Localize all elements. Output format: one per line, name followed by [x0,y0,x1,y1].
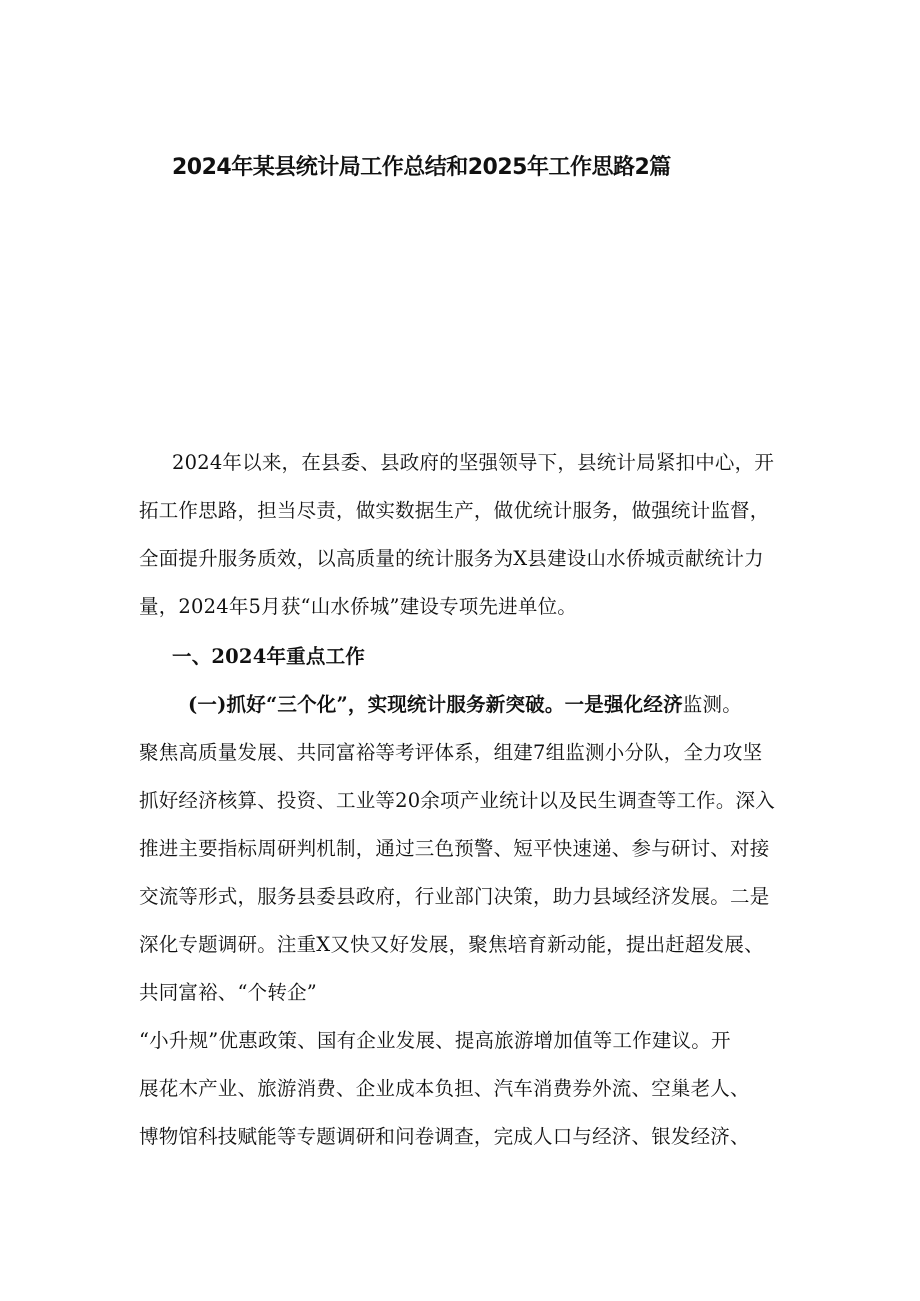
paragraph-line: 全面提升服务质效，以高质量的统计服务为X县建设山水侨城贡献统计力 [139,547,764,570]
paragraph-line: 深化专题调研。注重X又快又好发展，聚焦培育新动能，提出赶超发展、 [139,933,764,956]
paragraph-line: “小升规”优惠政策、国有企业发展、提高旅游增加值等工作建议。开 [139,1029,731,1052]
paragraph-line: 展花木产业、旅游消费、企业成本负担、汽车消费券外流、空巢老人、 [139,1077,750,1100]
paragraph-line: 推进主要指标周研判机制，通过三色预警、短平快速递、参与研讨、对接 [139,837,770,860]
paragraph-line: 量，2024年5月获“山水侨城”建设专项先进单位。 [139,595,577,618]
paragraph-line: 聚焦高质量发展、共同富裕等考评体系，组建7组监测小分队，全力攻坚 [139,741,763,764]
paragraph-line: 拓工作思路，担当尽责，做实数据生产，做优统计服务，做强统计监督， [139,499,770,522]
paragraph-line: 博物馆科技赋能等专题调研和问卷调查，完成人口与经济、银发经济、 [139,1125,750,1148]
paragraph-line: 交流等形式，服务县委县政府，行业部门决策，助力县域经济发展。二是 [139,885,770,908]
paragraph-line: 2024年以来，在县委、县政府的坚强领导下，县统计局紧扣中心，开 [172,451,775,474]
section-heading: 一、2024年重点工作 [172,645,365,668]
paragraph-line: 抓好经济核算、投资、工业等20余项产业统计以及民生调查等工作。深入 [139,789,775,812]
subsection-heading-rest: 监测。 [682,693,742,716]
subsection-heading-bold: (一)抓好“三个化”，实现统计服务新突破。一是强化经济 [188,693,683,716]
document-title: 2024年某县统计局工作总结和2025年工作思路2篇 [172,155,671,180]
paragraph-line: 共同富裕、“个转企” [139,981,317,1004]
subsection-heading [188,693,838,717]
